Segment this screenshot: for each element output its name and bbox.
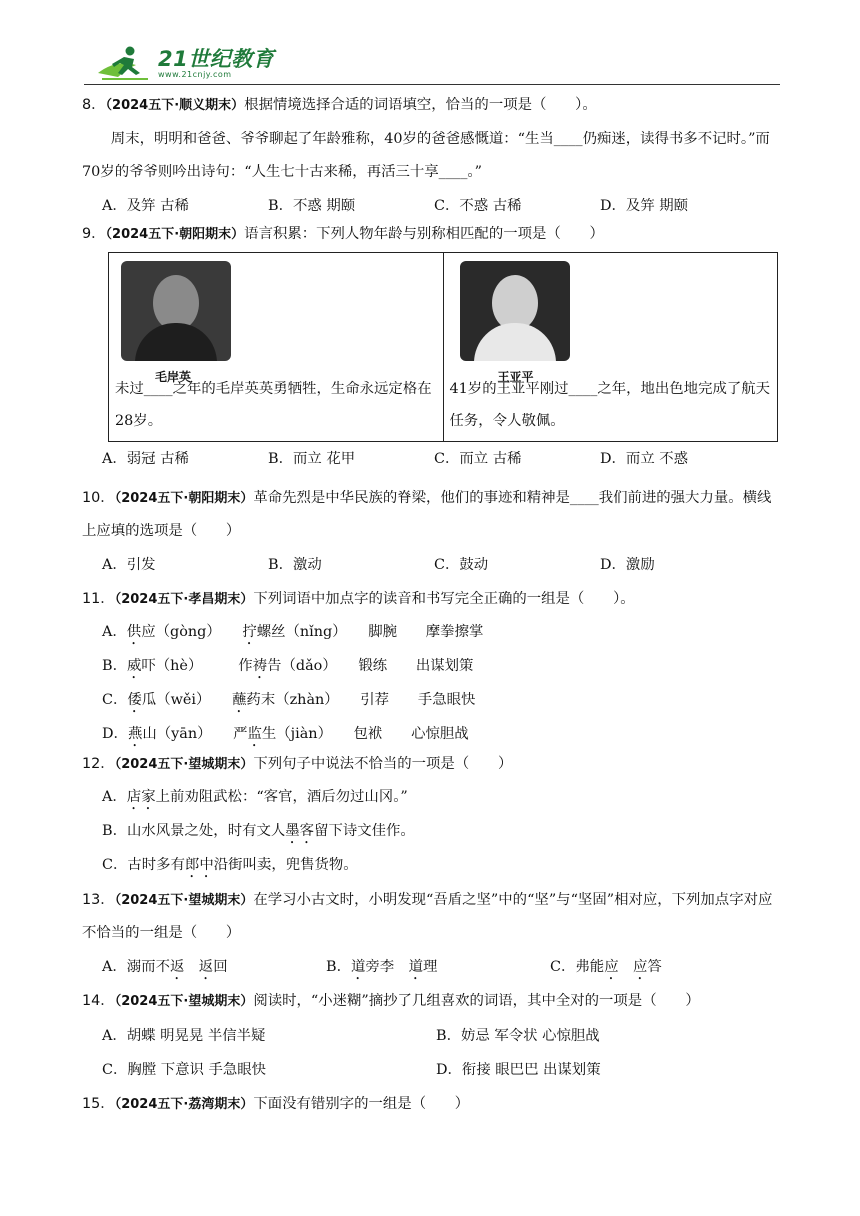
runner-logo-icon [96,43,154,83]
question-source: （2024五下·孝昌期末） [114,592,254,607]
portrait-caption: 王亚平 [497,370,534,384]
question-13 [82,884,782,978]
question-stem [82,588,782,611]
question-text: 下列词语中加点字的读音和书写完全正确的一组是（ ）。 [253,591,635,607]
question-stem [82,482,782,548]
question-list [82,94,782,1116]
option-b[interactable]: B．不惑 期颐 [268,198,356,214]
option-b[interactable]: B．威吓（hè） 作祷告（dǎo） 锻练 出谋划策 [102,658,474,674]
options-row [102,956,782,978]
option-c[interactable]: C．弗能应 应答 [550,959,662,975]
question-text: 阅读时，“小迷糊”摘抄了几组喜欢的词语，其中全对的一项是（ ） [253,993,700,1009]
portrait-table [108,252,778,442]
question-number: 15． [82,1096,115,1112]
option-a[interactable]: A．溺而不返 返回 [102,959,228,975]
option-c[interactable]: C．古时多有郎中沿街叫卖，兜售货物。 [102,857,358,873]
option-a[interactable]: A．及笄 古稀 [102,198,189,214]
question-source: （2024五下·顺义期末） [105,98,245,113]
question-9 [82,223,782,470]
option-c[interactable]: C．胸膛 下意识 手急眼快 [102,1062,267,1078]
question-10 [82,482,782,576]
logo-title: 21世纪教育 [158,46,275,71]
question-12 [82,753,782,876]
portrait-caption: 毛岸英 [155,370,192,384]
question-number: 14． [82,993,115,1009]
question-source: （2024五下·朝阳期末） [114,491,254,506]
question-number: 11． [82,591,115,607]
cell-text: 41岁的王亚平刚过____之年，地出色地完成了航天任务，令人敬佩。 [449,381,771,429]
question-text: 根据情境选择合适的词语填空，恰当的一项是（ ）。 [244,97,597,113]
page-header [96,40,786,86]
options-row [102,554,782,576]
option-a[interactable]: A．胡蝶 明晃晃 半信半疑 [102,1028,266,1044]
question-14 [82,990,782,1081]
options-row [102,195,782,217]
cell-text: 未过____之年的毛岸英英勇牺牲，生命永远定格在28岁。 [115,381,432,429]
left-cell [109,253,444,442]
question-source: （2024五下·荔湾期末） [114,1097,254,1112]
option-b[interactable]: B．激动 [268,557,322,573]
question-source: （2024五下·望城期末） [114,757,254,772]
logo-url: www.21cnjy.com [158,69,232,79]
question-15 [82,1093,782,1116]
options-row [102,448,782,470]
question-stem [82,884,782,950]
question-number: 13． [82,892,115,908]
option-d[interactable]: D．衔接 眼巴巴 出谋划策 [436,1062,601,1078]
option-d[interactable]: D．燕山（yān） 严监生（jiàn） 包袱 心惊胆战 [102,726,469,742]
option-d[interactable]: D．及笄 期颐 [600,198,689,214]
question-8 [82,94,782,217]
option-a[interactable]: A．店家上前劝阻武松：“客官，酒后勿过山冈。” [102,789,408,805]
option-c[interactable]: C．不惑 古稀 [434,198,522,214]
question-stem [82,990,782,1013]
question-source: （2024五下·望城期末） [114,893,254,908]
question-stem [82,94,782,117]
option-b[interactable]: B．而立 花甲 [268,451,356,467]
option-d[interactable]: D．而立 不惑 [600,451,689,467]
question-number: 12． [82,756,115,772]
site-logo[interactable] [96,40,274,86]
portrait-image [121,261,231,361]
question-passage: 周末，明明和爸爸、爷爷聊起了年龄雅称，40岁的爸爸感慨道：“生当____仍痴迷，读得书多不记时。”而70岁的爷爷则吟出诗句：“人生七十古来稀，再活三十享____。” [82,131,770,180]
options-list [102,786,782,876]
question-text: 在学习小古文时，小明发现“吾盾之坚”中的“坚”与“坚固”相对应，下列加点字对应不恰当的一组是（ ） [82,892,773,941]
option-a[interactable]: A．弱冠 古稀 [102,451,189,467]
question-number: 10． [82,490,115,506]
question-source: （2024五下·望城期末） [114,994,254,1009]
right-cell [443,253,778,442]
option-c[interactable]: C．而立 古稀 [434,451,522,467]
option-b[interactable]: B．道旁李 道理 [326,959,438,975]
option-a[interactable]: A．供应（gòng） 拧螺丝（nǐng） 脚腕 摩拳擦掌 [102,624,484,640]
option-c[interactable]: C．倭瓜（wěi） 蘸药末（zhàn） 引荐 手急眼快 [102,692,476,708]
question-stem [82,223,782,246]
question-11 [82,588,782,745]
options-list [102,621,782,745]
question-text: 革命先烈是中华民族的脊梁，他们的事迹和精神是____我们前进的强大力量。横线上应填的选项是（ ） [82,490,772,539]
options-row [102,1059,782,1081]
question-stem [82,753,782,776]
question-source: （2024五下·朝阳期末） [105,227,245,242]
option-a[interactable]: A．引发 [102,557,156,573]
option-d[interactable]: D．激励 [600,557,655,573]
option-b[interactable]: B．山水风景之处，时有文人墨客留下诗文佳作。 [102,823,415,839]
question-number: 9． [82,226,106,242]
question-text: 下列句子中说法不恰当的一项是（ ） [253,756,513,772]
question-stem [82,1093,782,1116]
portrait-image [460,261,570,361]
question-number: 8． [82,97,106,113]
option-c[interactable]: C．鼓动 [434,557,489,573]
question-text: 语言积累：下列人物年龄与别称相匹配的一项是（ ） [244,226,604,242]
header-divider [84,84,780,85]
options-row [102,1025,782,1047]
question-text: 下面没有错别字的一组是（ ） [253,1096,470,1112]
option-b[interactable]: B．妨忌 军令状 心惊胆战 [436,1028,600,1044]
